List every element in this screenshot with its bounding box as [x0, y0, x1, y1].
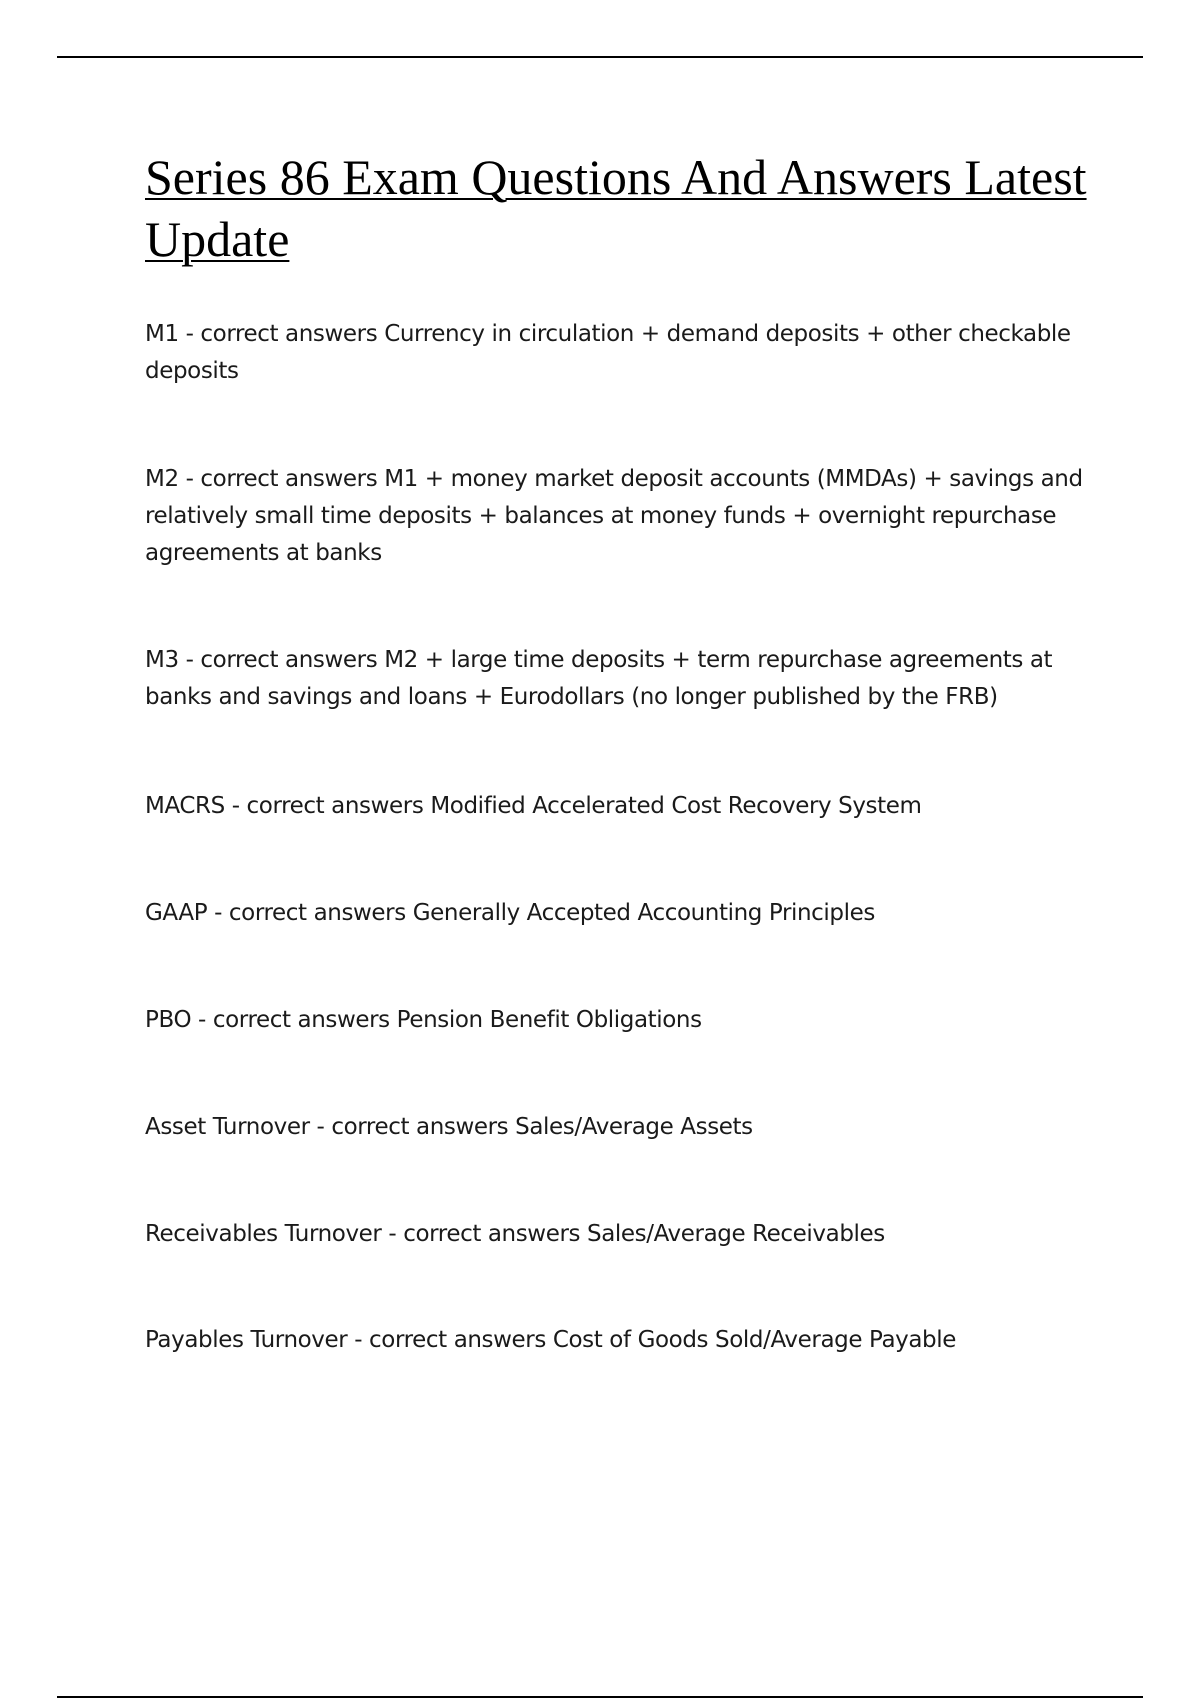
qa-item-m2: M2 - correct answers M1 + money market deposit accounts (MMDAs) + savings and relatively small time deposits + balances at money funds + overnight repurchase agreements at banks: [145, 466, 1083, 566]
footer-divider: [57, 1696, 1143, 1698]
qa-item-pbo: PBO - correct answers Pension Benefit Obligations: [145, 1007, 702, 1033]
qa-item-receivables-turnover: Receivables Turnover - correct answers Sales/Average Receivables: [145, 1221, 885, 1247]
page-title: Series 86 Exam Questions And Answers Latest Update: [145, 149, 1087, 267]
qa-item-macrs: MACRS - correct answers Modified Accelerated Cost Recovery System: [145, 793, 922, 819]
qa-item-m3: M3 - correct answers M2 + large time deposits + term repurchase agreements at banks and savings and loans + Eurodollars (no longer published by the FRB): [145, 647, 1053, 710]
qa-item-asset-turnover: Asset Turnover - correct answers Sales/Average Assets: [145, 1114, 753, 1140]
qa-item-payables-turnover: Payables Turnover - correct answers Cost of Goods Sold/Average Payable: [145, 1327, 956, 1353]
qa-item-m1: M1 - correct answers Currency in circulation + demand deposits + other checkable deposits: [145, 321, 1071, 384]
qa-item-gaap: GAAP - correct answers Generally Accepted Accounting Principles: [145, 900, 875, 926]
header-divider: [57, 56, 1143, 58]
